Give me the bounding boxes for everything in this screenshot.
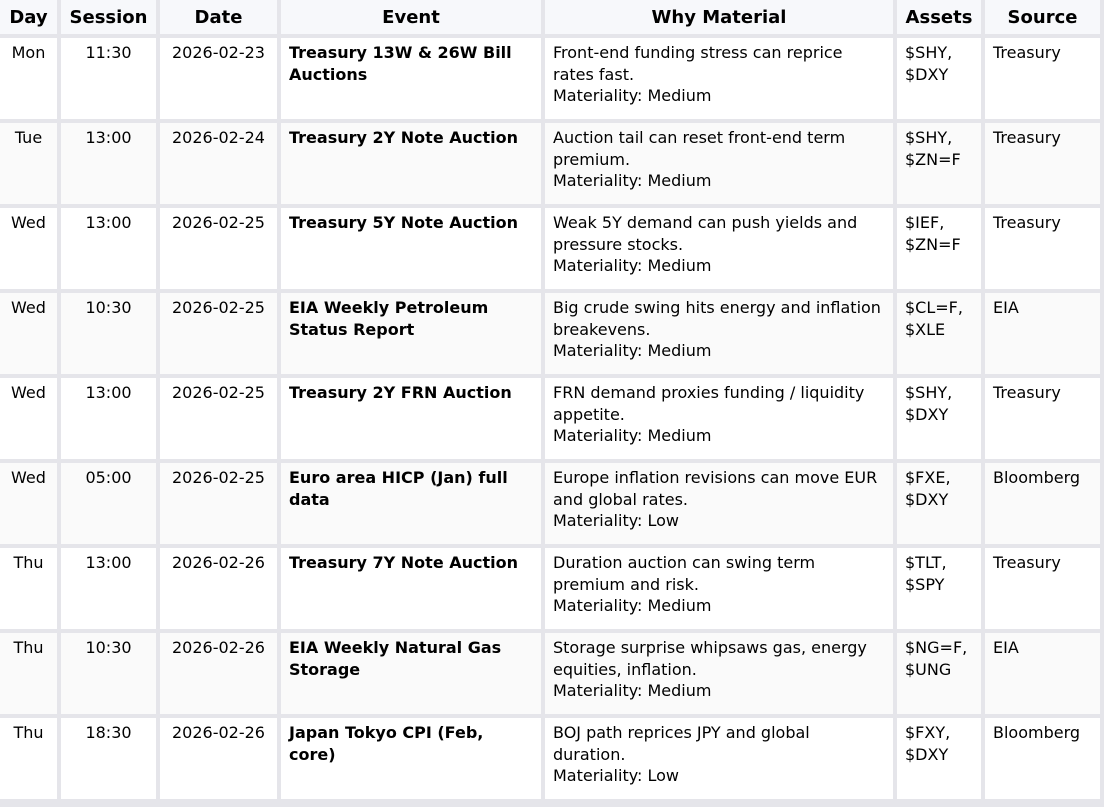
cell-why-material (545, 633, 893, 714)
cell-why-material (545, 208, 893, 289)
cell-source: EIA (985, 633, 1100, 714)
cell-day: Thu (0, 633, 57, 714)
why-text: Storage surprise whipsaws gas, energy equities, inflation. (553, 638, 867, 679)
column-header-why-material: Why Material (545, 0, 893, 34)
why-text: Big crude swing hits energy and inflation breakevens. (553, 298, 881, 339)
cell-event: Japan Tokyo CPI (Feb, core) (281, 718, 541, 799)
table-row (0, 463, 1100, 544)
cell-day: Wed (0, 293, 57, 374)
materiality-text: Materiality: Medium (553, 596, 712, 615)
cell-event: Euro area HICP (Jan) full data (281, 463, 541, 544)
table-row (0, 38, 1100, 119)
cell-assets: $IEF, $ZN=F (897, 208, 981, 289)
cell-date: 2026-02-25 (160, 463, 277, 544)
cell-session: 05:00 (61, 463, 156, 544)
cell-why-material (545, 378, 893, 459)
column-header-assets: Assets (897, 0, 981, 34)
cell-why-material (545, 38, 893, 119)
cell-date: 2026-02-26 (160, 548, 277, 629)
cell-event: Treasury 2Y Note Auction (281, 123, 541, 204)
why-text: Weak 5Y demand can push yields and pressure stocks. (553, 213, 858, 254)
cell-source: EIA (985, 293, 1100, 374)
cell-date: 2026-02-25 (160, 293, 277, 374)
cell-date: 2026-02-26 (160, 718, 277, 799)
table-row (0, 633, 1100, 714)
why-text: Auction tail can reset front-end term premium. (553, 128, 846, 169)
table-row (0, 208, 1100, 289)
cell-day: Thu (0, 548, 57, 629)
cell-source: Treasury (985, 123, 1100, 204)
table-row (0, 293, 1100, 374)
cell-assets: $FXY, $DXY (897, 718, 981, 799)
cell-day: Wed (0, 208, 57, 289)
table-row (0, 378, 1100, 459)
cell-assets: $SHY, $DXY (897, 38, 981, 119)
cell-source: Treasury (985, 38, 1100, 119)
cell-session: 11:30 (61, 38, 156, 119)
why-text: Europe inflation revisions can move EUR and global rates. (553, 468, 878, 509)
table-row (0, 123, 1100, 204)
column-header-session: Session (61, 0, 156, 34)
cell-day: Thu (0, 718, 57, 799)
cell-session: 18:30 (61, 718, 156, 799)
materiality-text: Materiality: Medium (553, 86, 712, 105)
materiality-text: Materiality: Medium (553, 426, 712, 445)
cell-day: Mon (0, 38, 57, 119)
cell-why-material (545, 548, 893, 629)
cell-source: Treasury (985, 208, 1100, 289)
cell-why-material (545, 463, 893, 544)
cell-day: Wed (0, 463, 57, 544)
cell-assets: $NG=F, $UNG (897, 633, 981, 714)
cell-event: Treasury 2Y FRN Auction (281, 378, 541, 459)
cell-date: 2026-02-25 (160, 378, 277, 459)
cell-session: 13:00 (61, 208, 156, 289)
cell-event: Treasury 7Y Note Auction (281, 548, 541, 629)
cell-source: Bloomberg (985, 718, 1100, 799)
cell-day: Tue (0, 123, 57, 204)
cell-event: EIA Weekly Petroleum Status Report (281, 293, 541, 374)
cell-event: Treasury 13W & 26W Bill Auctions (281, 38, 541, 119)
column-header-date: Date (160, 0, 277, 34)
cell-date: 2026-02-23 (160, 38, 277, 119)
materiality-text: Materiality: Medium (553, 256, 712, 275)
cell-session: 13:00 (61, 378, 156, 459)
table-row (0, 548, 1100, 629)
cell-source: Bloomberg (985, 463, 1100, 544)
header-row (0, 0, 1100, 34)
why-text: BOJ path reprices JPY and global duration. (553, 723, 810, 764)
cell-why-material (545, 123, 893, 204)
cell-assets: $CL=F, $XLE (897, 293, 981, 374)
cell-session: 13:00 (61, 123, 156, 204)
cell-assets: $SHY, $DXY (897, 378, 981, 459)
cell-session: 13:00 (61, 548, 156, 629)
cell-assets: $SHY, $ZN=F (897, 123, 981, 204)
cell-session: 10:30 (61, 293, 156, 374)
cell-date: 2026-02-26 (160, 633, 277, 714)
materiality-text: Materiality: Medium (553, 681, 712, 700)
cell-date: 2026-02-25 (160, 208, 277, 289)
cell-session: 10:30 (61, 633, 156, 714)
column-header-event: Event (281, 0, 541, 34)
cell-assets: $FXE, $DXY (897, 463, 981, 544)
cell-day: Wed (0, 378, 57, 459)
cell-why-material (545, 718, 893, 799)
cell-event: Treasury 5Y Note Auction (281, 208, 541, 289)
cell-date: 2026-02-24 (160, 123, 277, 204)
materiality-text: Materiality: Medium (553, 171, 712, 190)
cell-why-material (545, 293, 893, 374)
materiality-text: Materiality: Low (553, 766, 680, 785)
column-header-day: Day (0, 0, 57, 34)
cell-source: Treasury (985, 548, 1100, 629)
why-text: Front-end funding stress can reprice rates fast. (553, 43, 843, 84)
table-row (0, 718, 1100, 799)
cell-assets: $TLT, $SPY (897, 548, 981, 629)
cell-event: EIA Weekly Natural Gas Storage (281, 633, 541, 714)
materiality-text: Materiality: Medium (553, 341, 712, 360)
why-text: Duration auction can swing term premium and risk. (553, 553, 816, 594)
cell-source: Treasury (985, 378, 1100, 459)
materiality-text: Materiality: Low (553, 511, 680, 530)
column-header-source: Source (985, 0, 1100, 34)
why-text: FRN demand proxies funding / liquidity appetite. (553, 383, 865, 424)
